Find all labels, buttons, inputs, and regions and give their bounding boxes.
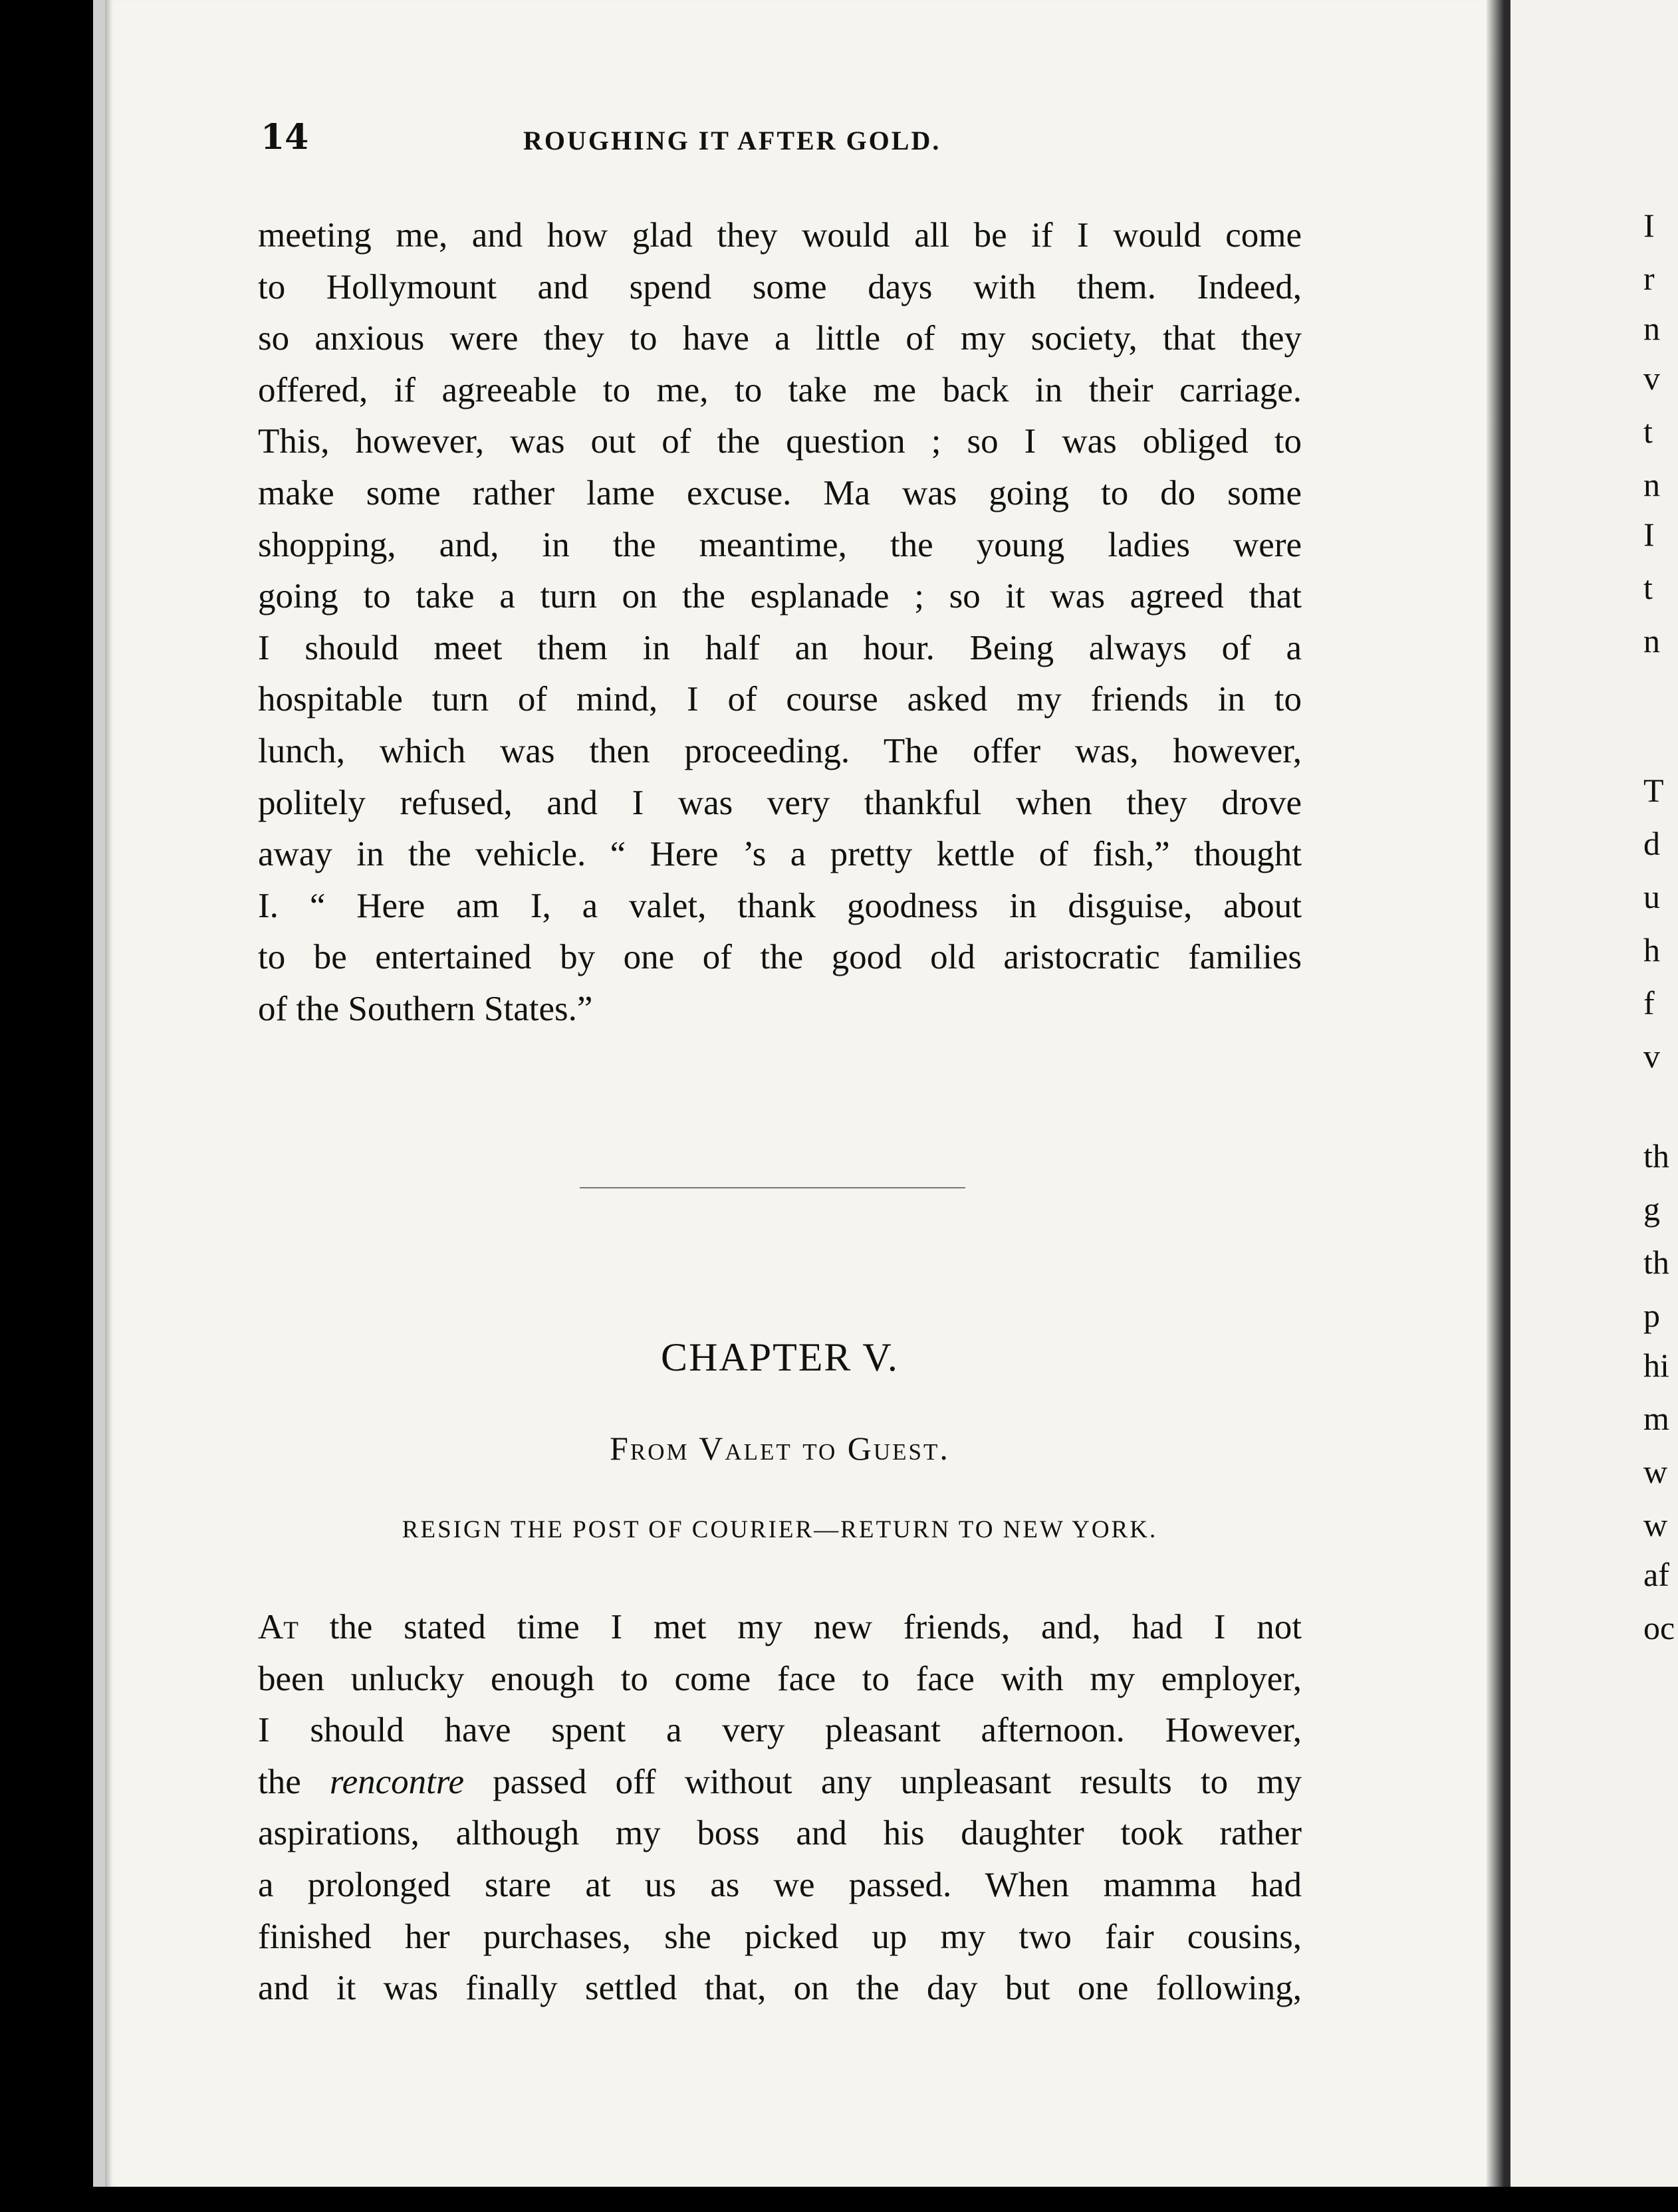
text-line: and it was finally settled that, on the day but one following, bbox=[258, 1969, 1302, 2008]
text-line: This, however, was out of the question ; so I was obliged to bbox=[258, 422, 1302, 461]
text-line: of the Southern States.” bbox=[258, 989, 593, 1028]
text-line: aspirations, although my boss and his daughter took rather bbox=[258, 1814, 1302, 1853]
text-line: hospitable turn of mind, I of course asked my friends in to bbox=[258, 680, 1302, 719]
text-line bbox=[258, 1602, 1302, 1654]
fragment: th bbox=[1643, 1137, 1669, 1174]
right-page-text-fragments bbox=[1637, 0, 1678, 2187]
fragment: I bbox=[1643, 207, 1655, 244]
text-line: make some rather lame excuse. Ma was going to do some bbox=[258, 473, 1302, 512]
fragment: I bbox=[1643, 516, 1655, 553]
text-line: a prolonged stare at us as we passed. When mamma had bbox=[258, 1865, 1302, 1904]
text-line: finished her purchases, she picked up my two fair cousins, bbox=[258, 1917, 1302, 1956]
text-segment: the bbox=[258, 1762, 330, 1801]
paragraph-2 bbox=[258, 1602, 1302, 2015]
fragment: n bbox=[1643, 622, 1660, 659]
text-line: lunch, which was then proceeding. The offer was, however, bbox=[258, 731, 1302, 770]
running-head bbox=[261, 117, 1311, 170]
fragment: w bbox=[1643, 1453, 1668, 1490]
text-line: going to take a turn on the esplanade ; so it was agreed that bbox=[258, 577, 1302, 616]
text-line bbox=[258, 1757, 1302, 1809]
fragment: v bbox=[1643, 1038, 1660, 1075]
text-line: politely refused, and I was very thankful when they drove bbox=[258, 783, 1302, 822]
fragment: u bbox=[1643, 878, 1660, 915]
fragment: g bbox=[1643, 1190, 1660, 1228]
opening-word: At bbox=[258, 1608, 299, 1646]
fragment: t bbox=[1643, 569, 1653, 606]
fragment: d bbox=[1643, 825, 1660, 862]
text-line: meeting me, and how glad they would all be if I would come bbox=[258, 216, 1302, 255]
section-divider-rule bbox=[580, 1187, 965, 1188]
text-line: so anxious were they to have a little of my society, that they bbox=[258, 319, 1302, 358]
text-line: I should have spent a very pleasant afternoon. However, bbox=[258, 1711, 1302, 1750]
text-line: to be entertained by one of the good old aristocratic families bbox=[258, 938, 1302, 977]
scan-border bbox=[0, 2187, 1678, 2212]
italic-word: rencontre bbox=[329, 1762, 465, 1801]
text-segment: the stated time I met my new friends, and, had I not bbox=[298, 1608, 1302, 1646]
text-line: been unlucky enough to come face to face with my employer, bbox=[258, 1659, 1302, 1698]
text-line: offered, if agreeable to me, to take me back in their carriage. bbox=[258, 370, 1302, 409]
fragment: T bbox=[1643, 772, 1664, 809]
fragment: f bbox=[1643, 984, 1655, 1022]
page-number: 14 bbox=[261, 117, 309, 158]
fragment: n bbox=[1643, 310, 1660, 347]
text-line: I. “ Here am I, a valet, thank goodness in disguise, about bbox=[258, 886, 1302, 925]
fragment: t bbox=[1643, 413, 1653, 450]
fragment: th bbox=[1643, 1244, 1669, 1281]
fragment: v bbox=[1643, 360, 1660, 397]
fragment: w bbox=[1643, 1506, 1668, 1543]
running-title: ROUGHING IT AFTER GOLD. bbox=[523, 126, 941, 156]
chapter-title: CHAPTER V. bbox=[661, 1335, 899, 1379]
text-line: to Hollymount and spend some days with them. Indeed, bbox=[258, 267, 1302, 306]
text-line: away in the vehicle. “ Here ’s a pretty kettle of fish,” thought bbox=[258, 835, 1302, 874]
chapter-subtitle: From Valet to Guest. bbox=[610, 1430, 950, 1467]
paragraph-1 bbox=[258, 210, 1302, 1036]
fragment: n bbox=[1643, 466, 1660, 503]
fragment: hi bbox=[1643, 1347, 1669, 1384]
chapter-summary: RESIGN THE POST OF COURIER—RETURN TO NEW YORK. bbox=[402, 1516, 1158, 1543]
fragment: af bbox=[1643, 1556, 1669, 1593]
fragment: p bbox=[1643, 1297, 1660, 1334]
fragment: oc bbox=[1643, 1609, 1675, 1646]
fragment: h bbox=[1643, 931, 1660, 968]
fragment: m bbox=[1643, 1400, 1669, 1437]
text-line: I should meet them in half an hour. Being always of a bbox=[258, 628, 1302, 667]
text-line: shopping, and, in the meantime, the young ladies were bbox=[258, 525, 1302, 564]
fragment: r bbox=[1643, 260, 1655, 297]
text-segment: passed off without any unpleasant results to my bbox=[464, 1762, 1302, 1801]
